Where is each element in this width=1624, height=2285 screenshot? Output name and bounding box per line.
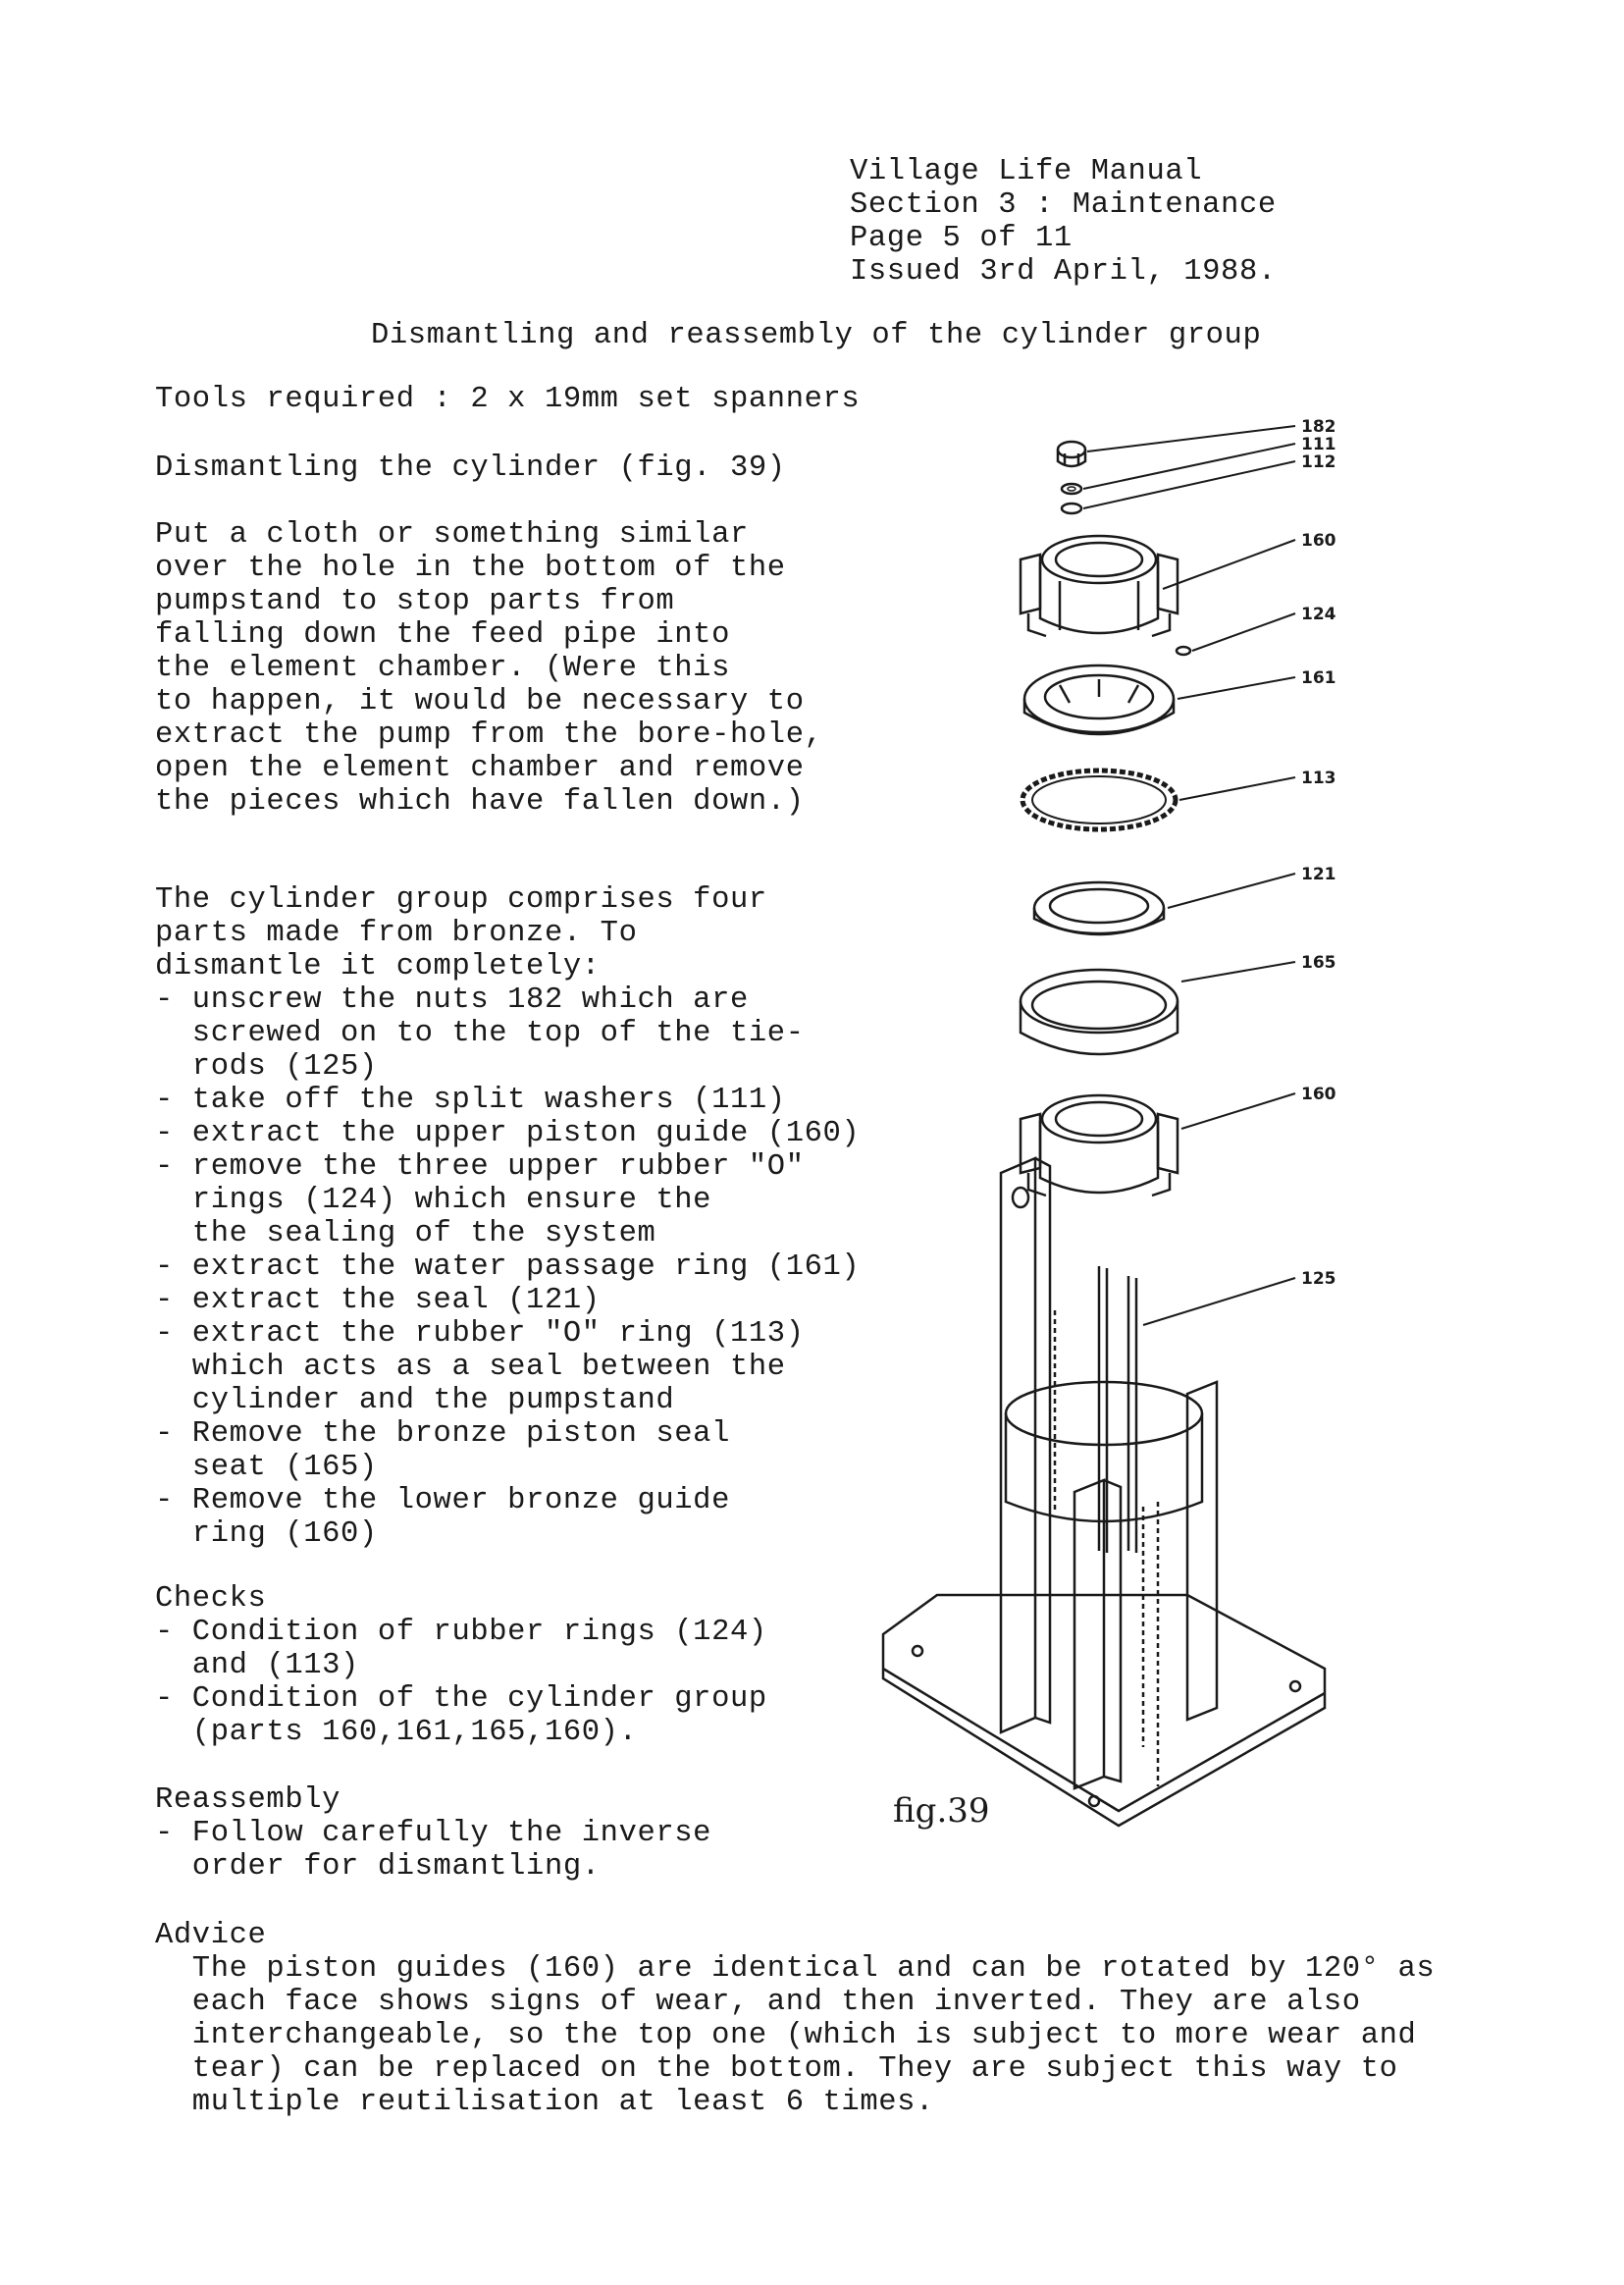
- part-label: 165: [1301, 953, 1336, 973]
- header-line: Section 3 : Maintenance: [850, 188, 1277, 222]
- text-line: Advice: [155, 1919, 267, 1952]
- text-line: open the element chamber and remove: [155, 752, 805, 785]
- nut-part: [1058, 442, 1085, 466]
- leader-line: [1163, 540, 1295, 589]
- part-label: 182: [1301, 417, 1336, 437]
- leader-line: [1192, 613, 1295, 651]
- text-line: - extract the water passage ring (161): [155, 1250, 861, 1284]
- split-washer-part: [1062, 484, 1081, 494]
- figure-caption: fig.39: [893, 1791, 990, 1831]
- text-line: seat (165): [155, 1451, 378, 1484]
- text-line: Reassembly: [155, 1783, 341, 1817]
- text-line: ring (160): [155, 1517, 378, 1551]
- part-label: 121: [1301, 865, 1336, 884]
- text-line: to happen, it would be necessary to: [155, 685, 805, 718]
- part-label: 160: [1301, 1085, 1336, 1104]
- text-line: tear) can be replaced on the bottom. They are subject this way to: [155, 2052, 1398, 2086]
- text-line: which acts as a seal between the: [155, 1351, 786, 1384]
- exploded-diagram: [864, 412, 1374, 1835]
- text-line: the pieces which have fallen down.): [155, 785, 805, 819]
- header-line: Village Life Manual: [850, 155, 1203, 188]
- leader-line: [1168, 874, 1295, 908]
- rubber-o-ring-part: [1022, 771, 1176, 829]
- part-label: 125: [1301, 1269, 1336, 1289]
- text-line: Checks: [155, 1582, 267, 1616]
- leader-line: [1083, 461, 1295, 508]
- part-label: 111: [1301, 435, 1336, 454]
- text-line: over the hole in the bottom of the: [155, 552, 786, 585]
- tools-required: Tools required : 2 x 19mm set spanners: [155, 383, 861, 416]
- text-line: interchangeable, so the top one (which is subject to more wear and: [155, 2019, 1417, 2052]
- piston-seal-seat-part: [1021, 970, 1178, 1054]
- text-line: cylinder and the pumpstand: [155, 1384, 675, 1417]
- page-title: Dismantling and reassembly of the cylinder group: [371, 319, 1262, 352]
- text-line: pumpstand to stop parts from: [155, 585, 675, 618]
- text-line: The piston guides (160) are identical and can be rotated by 120° as: [155, 1952, 1436, 1986]
- text-line: the element chamber. (Were this: [155, 652, 730, 685]
- text-line: - Condition of the cylinder group: [155, 1682, 767, 1716]
- header-line: Page 5 of 11: [850, 222, 1073, 255]
- seal-part: [1034, 882, 1164, 934]
- leader-line: [1179, 777, 1295, 800]
- leader-line: [1087, 426, 1295, 452]
- water-passage-ring-part: [1024, 665, 1174, 734]
- advice-section: [155, 1919, 1435, 2119]
- part-label: 160: [1301, 531, 1336, 551]
- text-line: order for dismantling.: [155, 1850, 601, 1884]
- leader-line: [1083, 444, 1295, 489]
- part-label: 161: [1301, 668, 1336, 688]
- document-header: [850, 155, 1277, 289]
- checks-section: [155, 1582, 767, 1749]
- text-line: dismantle it completely:: [155, 950, 601, 983]
- lower-guide-ring-part: [1021, 1095, 1178, 1196]
- reassembly-section: [155, 1783, 711, 1884]
- text-line: rods (125): [155, 1050, 378, 1084]
- washer-part: [1062, 504, 1081, 513]
- text-line: - Condition of rubber rings (124): [155, 1616, 767, 1649]
- text-line: and (113): [155, 1649, 359, 1682]
- text-line: Put a cloth or something similar: [155, 518, 749, 552]
- part-label: 113: [1301, 769, 1336, 788]
- text-line: each face shows signs of wear, and then inverted. They are also: [155, 1986, 1361, 2019]
- text-line: extract the pump from the bore-hole,: [155, 718, 823, 752]
- text-line: parts made from bronze. To: [155, 917, 638, 950]
- text-line: - extract the upper piston guide (160): [155, 1117, 861, 1150]
- text-line: - extract the rubber "O" ring (113): [155, 1317, 805, 1351]
- text-line: screwed on to the top of the tie-: [155, 1017, 805, 1050]
- part-label: 112: [1301, 452, 1336, 472]
- leader-line: [1181, 962, 1295, 982]
- pumpstand-base: [883, 1158, 1325, 1826]
- intro-paragraph: [155, 518, 823, 819]
- text-line: - unscrew the nuts 182 which are: [155, 983, 749, 1017]
- text-line: - Remove the lower bronze guide: [155, 1484, 730, 1517]
- dismantle-steps: [155, 883, 860, 1551]
- header-line: Issued 3rd April, 1988.: [850, 255, 1277, 289]
- leader-line: [1181, 1093, 1295, 1129]
- text-line: (parts 160,161,165,160).: [155, 1716, 638, 1749]
- text-line: rings (124) which ensure the: [155, 1184, 712, 1217]
- leader-line: [1143, 1278, 1295, 1325]
- text-line: falling down the feed pipe into: [155, 618, 730, 652]
- text-line: - Follow carefully the inverse: [155, 1817, 712, 1850]
- leader-line: [1178, 677, 1295, 699]
- text-line: multiple reutilisation at least 6 times.: [155, 2086, 934, 2119]
- text-line: - remove the three upper rubber "O": [155, 1150, 805, 1184]
- o-ring-small-part: [1177, 647, 1190, 655]
- part-label: 124: [1301, 605, 1336, 624]
- text-line: - Remove the bronze piston seal: [155, 1417, 730, 1451]
- piston-guide-part: [1021, 536, 1178, 636]
- text-line: - extract the seal (121): [155, 1284, 601, 1317]
- text-line: The cylinder group comprises four: [155, 883, 767, 917]
- text-line: - take off the split washers (111): [155, 1084, 786, 1117]
- text-line: the sealing of the system: [155, 1217, 656, 1250]
- section-heading: Dismantling the cylinder (fig. 39): [155, 452, 786, 485]
